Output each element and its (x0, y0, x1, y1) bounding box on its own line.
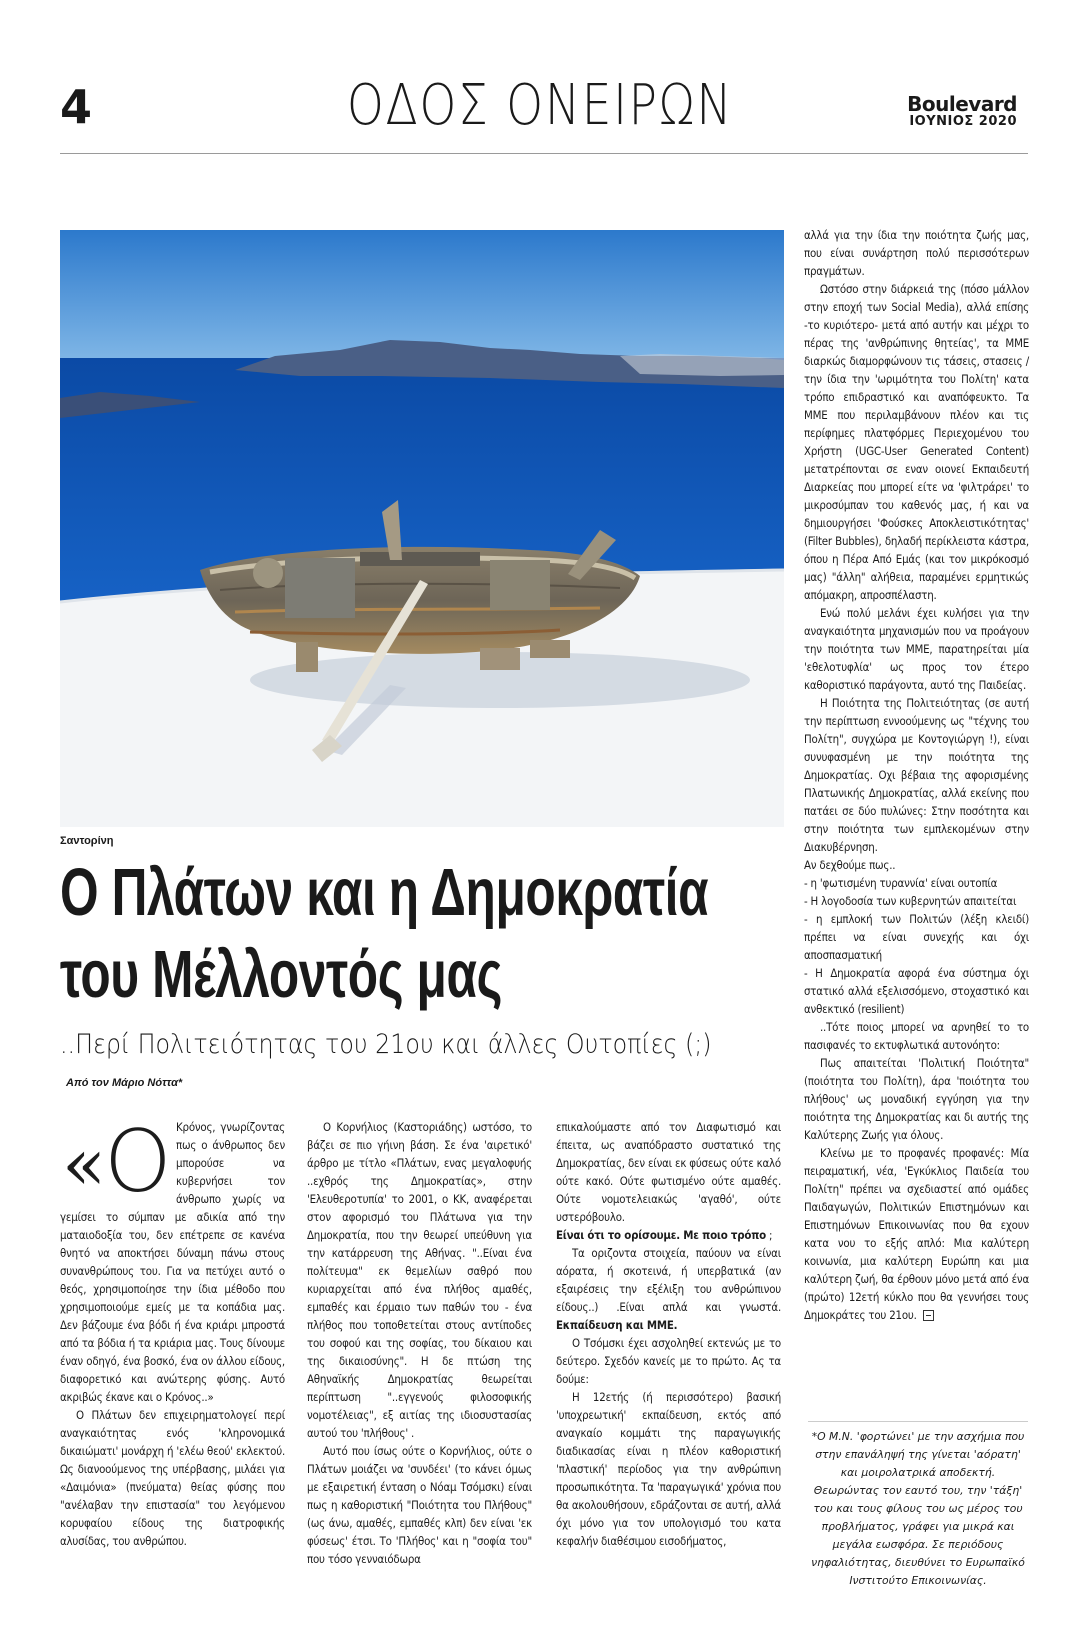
list-item: - Η λογοδοσία των κυβερνητών απαιτείται (804, 894, 1017, 908)
end-of-article-icon (923, 1310, 934, 1321)
bold-statement: Εκπαίδευση και ΜΜΕ. (556, 1318, 678, 1332)
photo-caption: Σαντορίνη (60, 835, 114, 847)
text-column-3 (556, 1118, 781, 1550)
santorini-boat-photo (60, 230, 784, 827)
paragraph: Αν δεχθούμε πως.. (804, 858, 896, 872)
paragraph: Αυτό που ίσως ούτε ο Κορνήλιος, ούτε ο Πλάτων μοιάζει να 'συνδέει' (το κάνει όμως με εξαιρετική ένταση ο Νόαμ Τσόμσκι) είναι πως η καθοριστική "Ποιότητα του Πλήθους" (ως άνω, αμαθές, εμπαθές κλπ) δεν είναι 'εκ φύσεως' έτσι. Το 'Πλήθος' και η "σοφία του" που τόσο γενναιόδωρα (307, 1444, 532, 1566)
article-subtitle: ..Περί Πολιτειότητας του 21ου και άλλες Ουτοπίες (;) (60, 1029, 712, 1060)
paragraph: Ωστόσο στην διάρκειά της (πόσο μάλλον στην εποχή των Social Media), αλλά επίσης -το κυριότερο- μετά από αυτήν και μέχρι το πέρας της 'ανθρώπινης θητείας', τα ΜΜΕ διαρκώς διαμορφώνουν τις τάσεις, στασεις / την ίδια την 'ωριμότητα του Πολίτη' κατα τρόπο επιδραστικό και αναπόφευκτο. Τα ΜΜΕ που περιλαμβάνουν πλέον και τις περίφημες πλατφόρμες Περιεχομένου του Χρήστη (UGC-User Generated Content) μετατρέπονται σε εναν οιονεί Εκπαιδευτή Διαρκείας που μπορεί είτε να 'φιλτράρει' το μικροσύμπαν του καθενός μας, ή και να δημιουργήσει 'Φούσκες Αποκλειστικότητας' (Filter Bubbles), δηλαδή περίκλειστα κάστρα, όπου η Πέρα Από Εμάς (και τον μικρόκοσμό μας) "άλλη" αλήθεια, παραμένει ερμητικώς απόμακρη, απροσπέλαστη. (804, 282, 1029, 602)
paragraph-text: Τα οριζοντα στοιχεία, παύουν να είναι αόρατα, ή σκοτεινά, ή υπερβατικά (αν εξαιρέσεις την εξέλιξη του ανθρώπινου είδους..) .Είναι απλά και γνωστά. (556, 1246, 781, 1314)
list-item: - η 'φωτισμένη τυραννία' είναι ουτοπία (804, 876, 998, 890)
paragraph (556, 1244, 781, 1334)
paragraph: αλλά για την ίδια την ποιότητα ζωής μας, που είναι συνάρτηση πολύ περισσότερων πραγμάτων. (804, 228, 1029, 278)
list-item: - Η Δημοκρατία αφορά ένα σύστημα όχι στατικό αλλά εξελισσόμενο, στοχαστικό και ανθεκτικό (resilient) (804, 966, 1029, 1016)
drop-cap-letter: Ο (104, 1112, 172, 1212)
headline-line-1: Ο Πλάτων και η Δημοκρατία (60, 855, 709, 930)
header-divider (60, 153, 1028, 154)
drop-cap (60, 1112, 172, 1212)
headline-line-2: του Μέλλοντός μας (60, 937, 503, 1012)
issue-date: ΙΟΥΝΙΟΣ 2020 (909, 114, 1017, 129)
paragraph: Πως απαιτείται 'Πολιτική Ποιότητα" (ποιότητα του Πολίτη), άρα 'ποιότητα του πλήθους' ως μοναδική εγγύηση για την ποιότητα της Δημοκρατίας και δι αυτής της Καλύτερης Ζωής για όλους. (804, 1056, 1029, 1142)
paragraph (60, 1112, 285, 1406)
brand-block (907, 94, 1017, 130)
paragraph-text: Κλείνω με το προφανές προφανές: Μία πειραματική, νέα, 'Εγκύκλιος Παιδεία του Πολίτη" πρέπει να σχεδιαστεί από ομάδες Παιδαγωγών, Πολιτικών Επιστημόνων και Επιστημόνων Επικοινωνίας που θα εχουν κατα νου το εξής απλό: Μια καλύτερη κοινωνία, μια καλύτερη Ευρώπη και μια καλύτερη ζωή, θα έρθουν μόνο μετά από ένα (πρώτο) 12ετή κύκλο που θα γεννήσει τους Δημοκράτες του 21ου. (804, 1146, 1029, 1322)
brand-name: Boulevard (907, 92, 1017, 116)
list-item: - η εμπλοκή των Πολιτών (λέξη κλειδί) πρέπει να είναι συνεχής και όχι αποσπασματική (804, 912, 1029, 962)
text-column-4 (804, 226, 1029, 1324)
text-column-1 (60, 1112, 285, 1550)
drop-cap-quote: « (62, 1122, 106, 1206)
paragraph: επικαλούμαστε από τον Διαφωτισμό και έπειτα, ως αναπόδραστο συστατικό της Δημοκρατίας, δεν είναι εκ φύσεως ούτε καλό ούτε κακό. Ούτε φωτισμένο ούτε αμαθές. Ούτε νομοτελειακώς 'αγαθό', ούτε υστερόβουλο. (556, 1120, 781, 1224)
paragraph: Ο Τσόμσκι έχει ασχοληθεί εκτενώς με το δεύτερο. Σχεδόν κανείς με το πρώτο. Ας τα δούμε: (556, 1336, 781, 1386)
text-column-2 (307, 1118, 532, 1568)
paragraph (556, 1226, 781, 1244)
paragraph: ..Τότε ποιος μπορεί να αρνηθεί το το πασιφανές το εκτυφλωτικά αυτονόητο: (804, 1020, 1029, 1052)
paragraph: Ο Κορνήλιος (Καστοριάδης) ωστόσο, το βάζει σε πιο γήινη βάση. Σε ένα 'αιρετικό' άρθρο με τίτλο «Πλάτων, ενας μεγαλοφυής ..εχθρός της Δημοκρατίας», στην 'Ελευθεροτυπία' το 2001, ο ΚΚ, αναφέρεται στον αφορισμό του Πλάτωνα για την Δημοκρατία, που την θεωρεί υπεύθυνη για την κατάρρευση της Αθήνας. "..Είναι ένα πολίτευμα" εκ θεμελίων σαθρό που κυριαρχείται από ένα πλήθος αμαθές, εμπαθές και έρμαιο των παθών του - ένα πλήθος που τοποθετείται στους αντίποδες του σοφού και της σοφίας, του δίκαιου και της δικαιοσύνης". Η δε πτώση της Αθηναϊκής Δημοκρατίας θεωρείται περίπτωση "..εγγενούς φιλοσοφικής νομοτέλειας", εξ αιτίας της ιδιοσυστασίας αυτού του 'πλήθους' . (307, 1120, 532, 1440)
paragraph: Η 12ετής (ή περισσότερο) βασική 'υποχρεωτική' εκπαίδευση, εκτός από αναγκαίο κομμάτι της παραγωγικής διαδικασίας είναι η πλέον καθοριστική 'πλαστική' περίοδος για την ανθρώπινη προσωπικότητα. Τα 'παραγωγικά' χρόνια που θα ακολουθήσουν, εδράζονται σε αυτή, αλλά όχι μόνο για τον υπολογισμό του κατα κεφαλήν διαθέσιμου εισοδήματος, (556, 1390, 781, 1548)
author-footnote: *Ο Μ.Ν. 'φορτώνει' με την ασχήμια που στην επανάληψή της γίνεται 'αόρατη' και μοιρολατρικά αποδεκτή. Θεωρώντας τον εαυτό του, την 'τάξη' του και τους φίλους του ως μέρος του προβλήματος, γράφει για μικρά και μεγάλα εωσφόρα. Σε περιόδους νηφαλιότητας, διευθύνει το Ευρωπαϊκό Ινστιτούτο Επικοινωνίας. (811, 1430, 1025, 1587)
paragraph-text: ; (765, 1228, 773, 1242)
bold-statement: Είναι ότι το ορίσουμε. Με ποιο τρόπο (556, 1228, 766, 1242)
paragraph (804, 1144, 1029, 1324)
byline: Από τον Μάριο Νόττα* (66, 1077, 183, 1089)
article-headline (60, 852, 709, 1016)
paragraph-text: Κρόνος, γνωρίζοντας πως ο άνθρωπος δεν μπορούσε να κυβερνήσει τον άνθρωπο χωρίς να γεμίσει το σύμπαν με αδικία από την ματαιοδοξία του, δεν επέτρεπε σε κανένα θνητό να αποκτήσει δύναμη πάνω στους συνανθρώπους του. Για να πετύχει αυτό ο θεός, χρησιμοποίησε την ίδια μέθοδο που χρησιμοποιούμε εμείς με τα κοπάδια μας. Δεν βάζουμε ένα βόδι ή ένα κριάρι μπροστά από τα βόδια ή τα κριάρια μας. Τους δίνουμε έναν οδηγό, ένα βοσκό, ένα ον άλλου είδους, διαφορετικό και ανώτερης φύσης. Αυτό ακριβώς έκανε και ο Κρόνος..» (60, 1120, 285, 1404)
paragraph: Ο Πλάτων δεν επιχειρηματολογεί περί αναγκαιότητας ενός 'κληρονομικά δικαιώματι' μονάρχη ή 'ελέω θεού' εκλεκτού. Ως διανοούμενος της υπέρβασης, μιλάει για «Δαιμόνια» (πνεύματα) θείας φύσης που "ανέλαβαν την επιστασία" του λεγόμενου κορυφαίου είδους της διατροφικής αλυσίδας, του ανθρώπου. (60, 1408, 285, 1548)
page-number: 4 (60, 80, 92, 134)
paragraph: Ενώ πολύ μελάνι έχει κυλήσει για την αναγκαιότητα μηχανισμών που να προάγουν την ποιότητα των ΜΜΕ, παρατηρείται μία 'εθελοτυφλία' ως προς τον έτερο καθοριστικό παράγοντα, αυτό της Παιδείας. (804, 606, 1029, 692)
footnote-divider (808, 1421, 1028, 1422)
section-title: ΟΔΟΣ ΟΝΕΙΡΩΝ (346, 73, 734, 138)
paragraph: Η Ποιότητα της Πολιτειότητας (σε αυτή την περίπτωση εννοούμενης ως "τέχνης του Πολίτη", συγχώρα με Κοντογιώργη !), είναι συνυφασμένη με την ποιότητα της Δημοκρατίας. Οχι βέβαια της αφορισμένης Πλατωνικής Δημοκρατίας, αλλά εκείνης που πατάει σε δύο πυλώνες: Στην ποσότητα και στην ποιότητα των εμπλεκομένων στην Διακυβέρνηση. (804, 696, 1029, 854)
